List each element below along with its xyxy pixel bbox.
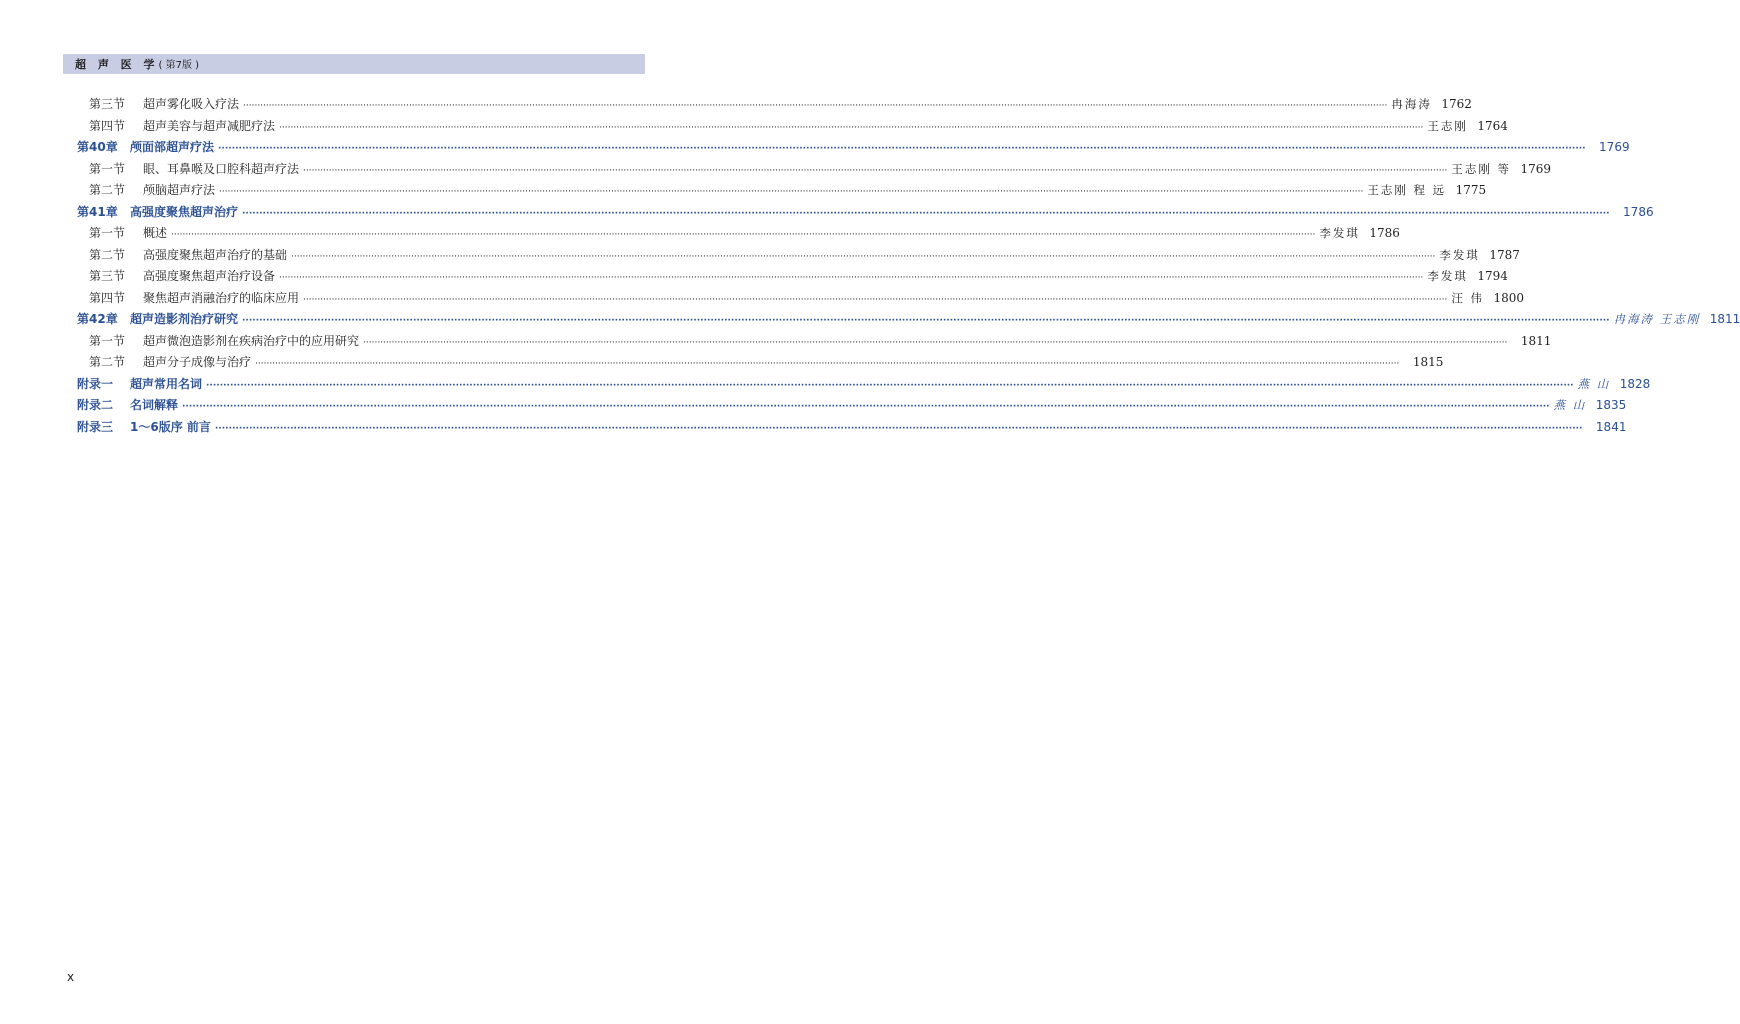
dot-leader: ················································································································································································································································································································································································································ — [279, 122, 1424, 133]
toc-entry-section[interactable] — [77, 353, 1444, 375]
toc-entry-label: 第一节 — [89, 333, 126, 348]
toc-entry-label: 第42章 — [77, 312, 118, 326]
toc-entry-label: 第40章 — [77, 140, 118, 154]
toc-entry-label: 附录二 — [77, 398, 114, 412]
toc-entry-page: 1815 — [1412, 355, 1444, 369]
toc-entry-page: 1794 — [1477, 269, 1508, 283]
toc-entry-author: 王志刚 等 — [1451, 161, 1512, 176]
toc-entry-chapter[interactable] — [77, 310, 1740, 332]
toc-entry-page: 1769 — [1520, 161, 1552, 176]
toc-entry-section[interactable] — [77, 246, 1520, 268]
toc-entry-title: 超声分子成像与治疗 — [143, 355, 252, 369]
toc-entry-label: 第二节 — [89, 247, 126, 262]
dot-leader: ················································································································································································································································································································································································································ — [243, 101, 1388, 111]
toc-entry-label: 附录一 — [77, 376, 114, 391]
toc-entry-page: 1764 — [1477, 118, 1508, 133]
toc-entry-author: 冉海涛 — [1391, 97, 1432, 111]
toc-entry-author: 王志刚 程 远 — [1367, 183, 1447, 197]
dot-leader: ················································································································································································································································································································································································································ — [218, 144, 1586, 154]
toc-entry-label: 第41章 — [77, 204, 118, 219]
dot-leader: ················································································································································································································································································································································································································ — [255, 359, 1400, 369]
toc-entry-title: 超声美容与超声减肥疗法 — [143, 118, 276, 133]
toc-entry-title: 聚焦超声消融治疗的临床应用 — [143, 290, 300, 305]
dot-leader: ················································································································································································································································································································································································································ — [303, 165, 1448, 176]
toc-entry-author: 李发琪 — [1427, 269, 1468, 283]
toc-entry-title: 1～6版序 前言 — [130, 419, 211, 434]
toc-entry-section[interactable] — [77, 160, 1552, 182]
toc-entry-title: 高强度聚焦超声治疗设备 — [143, 269, 276, 283]
toc-entry-title: 颅脑超声疗法 — [143, 183, 216, 197]
dot-leader: ················································································································································································································································································································································································································ — [206, 380, 1574, 391]
toc-entry-author: 燕 山 — [1577, 376, 1611, 391]
toc-entry-section[interactable] — [77, 95, 1472, 117]
table-of-contents — [77, 95, 1740, 439]
toc-entry-chapter[interactable] — [77, 138, 1630, 160]
toc-entry-author: 冉海涛 王志刚 — [1613, 312, 1701, 326]
toc-entry-page: 1835 — [1595, 398, 1627, 412]
toc-entry-section[interactable] — [77, 332, 1552, 354]
dot-leader: ················································································································································································································································································································································································································ — [171, 230, 1316, 240]
toc-entry-label: 第三节 — [89, 269, 126, 283]
toc-entry-page: 1786 — [1623, 204, 1654, 219]
toc-entry-title: 名词解释 — [130, 398, 179, 412]
dot-leader: ················································································································································································································································································································································································································ — [363, 337, 1508, 348]
toc-entry-author: 李发琪 — [1319, 226, 1360, 240]
dot-leader: ················································································································································································································································································································································································································ — [242, 316, 1610, 326]
toc-entry-title: 高强度聚焦超声治疗 — [130, 204, 239, 219]
toc-entry-title: 高强度聚焦超声治疗的基础 — [143, 247, 288, 262]
toc-entry-title: 超声造影剂治疗研究 — [130, 312, 239, 326]
toc-entry-author: 李发琪 — [1439, 247, 1480, 262]
toc-entry-page: 1762 — [1441, 97, 1472, 111]
toc-entry-page: 1769 — [1599, 140, 1630, 154]
toc-entry-label: 第二节 — [89, 355, 126, 369]
toc-entry-section[interactable] — [77, 181, 1487, 203]
toc-entry-section[interactable] — [77, 267, 1508, 289]
toc-entry-page: 1775 — [1455, 183, 1487, 197]
toc-entry-appendix[interactable] — [77, 418, 1627, 440]
toc-entry-chapter[interactable] — [77, 203, 1654, 225]
toc-entry-page: 1800 — [1493, 290, 1525, 305]
toc-entry-page: 1786 — [1369, 226, 1400, 240]
toc-entry-label: 附录三 — [77, 419, 114, 434]
toc-entry-page: 1841 — [1595, 419, 1627, 434]
toc-entry-appendix[interactable] — [77, 375, 1651, 397]
toc-entry-title: 超声常用名词 — [130, 376, 203, 391]
toc-entry-page: 1811 — [1520, 333, 1552, 348]
toc-entry-page: 1828 — [1619, 376, 1651, 391]
dot-leader: ················································································································································································································································································································································································································ — [242, 208, 1610, 219]
toc-entry-appendix[interactable] — [77, 396, 1627, 418]
book-title — [63, 56, 199, 72]
toc-entry-page: 1787 — [1489, 247, 1520, 262]
toc-entry-title: 超声微泡造影剂在疾病治疗中的应用研究 — [143, 333, 360, 348]
dot-leader: ················································································································································································································································································································································································································ — [279, 273, 1424, 283]
book-edition: ( 第7版 ) — [158, 60, 200, 71]
toc-entry-section[interactable] — [77, 289, 1525, 311]
toc-entry-page: 1811 — [1709, 312, 1740, 326]
toc-entry-section[interactable] — [77, 224, 1400, 246]
running-header — [63, 54, 645, 74]
dot-leader: ················································································································································································································································································································································································································ — [291, 251, 1436, 262]
dot-leader: ················································································································································································································································································································································································································ — [182, 402, 1550, 412]
toc-entry-label: 第二节 — [89, 183, 126, 197]
toc-entry-title: 眼、耳鼻喉及口腔科超声疗法 — [143, 161, 300, 176]
toc-entry-label: 第一节 — [89, 161, 126, 176]
dot-leader: ················································································································································································································································································································································································································ — [303, 294, 1448, 305]
toc-entry-section[interactable] — [77, 117, 1508, 139]
toc-entry-label: 第一节 — [89, 226, 126, 240]
toc-entry-author: 王志刚 — [1427, 118, 1468, 133]
toc-entry-label: 第四节 — [89, 118, 126, 133]
dot-leader: ················································································································································································································································································································································································································ — [214, 423, 1583, 434]
toc-entry-title: 概述 — [143, 226, 168, 240]
toc-entry-title: 超声雾化吸入疗法 — [143, 97, 240, 111]
toc-entry-title: 颅面部超声疗法 — [130, 140, 215, 154]
toc-entry-label: 第四节 — [89, 290, 126, 305]
toc-entry-author: 汪 伟 — [1451, 290, 1485, 305]
toc-entry-label: 第三节 — [89, 97, 126, 111]
dot-leader: ················································································································································································································································································································································································································ — [219, 187, 1364, 197]
page-number: x — [67, 970, 75, 984]
toc-entry-author: 燕 山 — [1553, 398, 1587, 412]
book-title-main: 超 声 医 学 — [75, 58, 159, 71]
